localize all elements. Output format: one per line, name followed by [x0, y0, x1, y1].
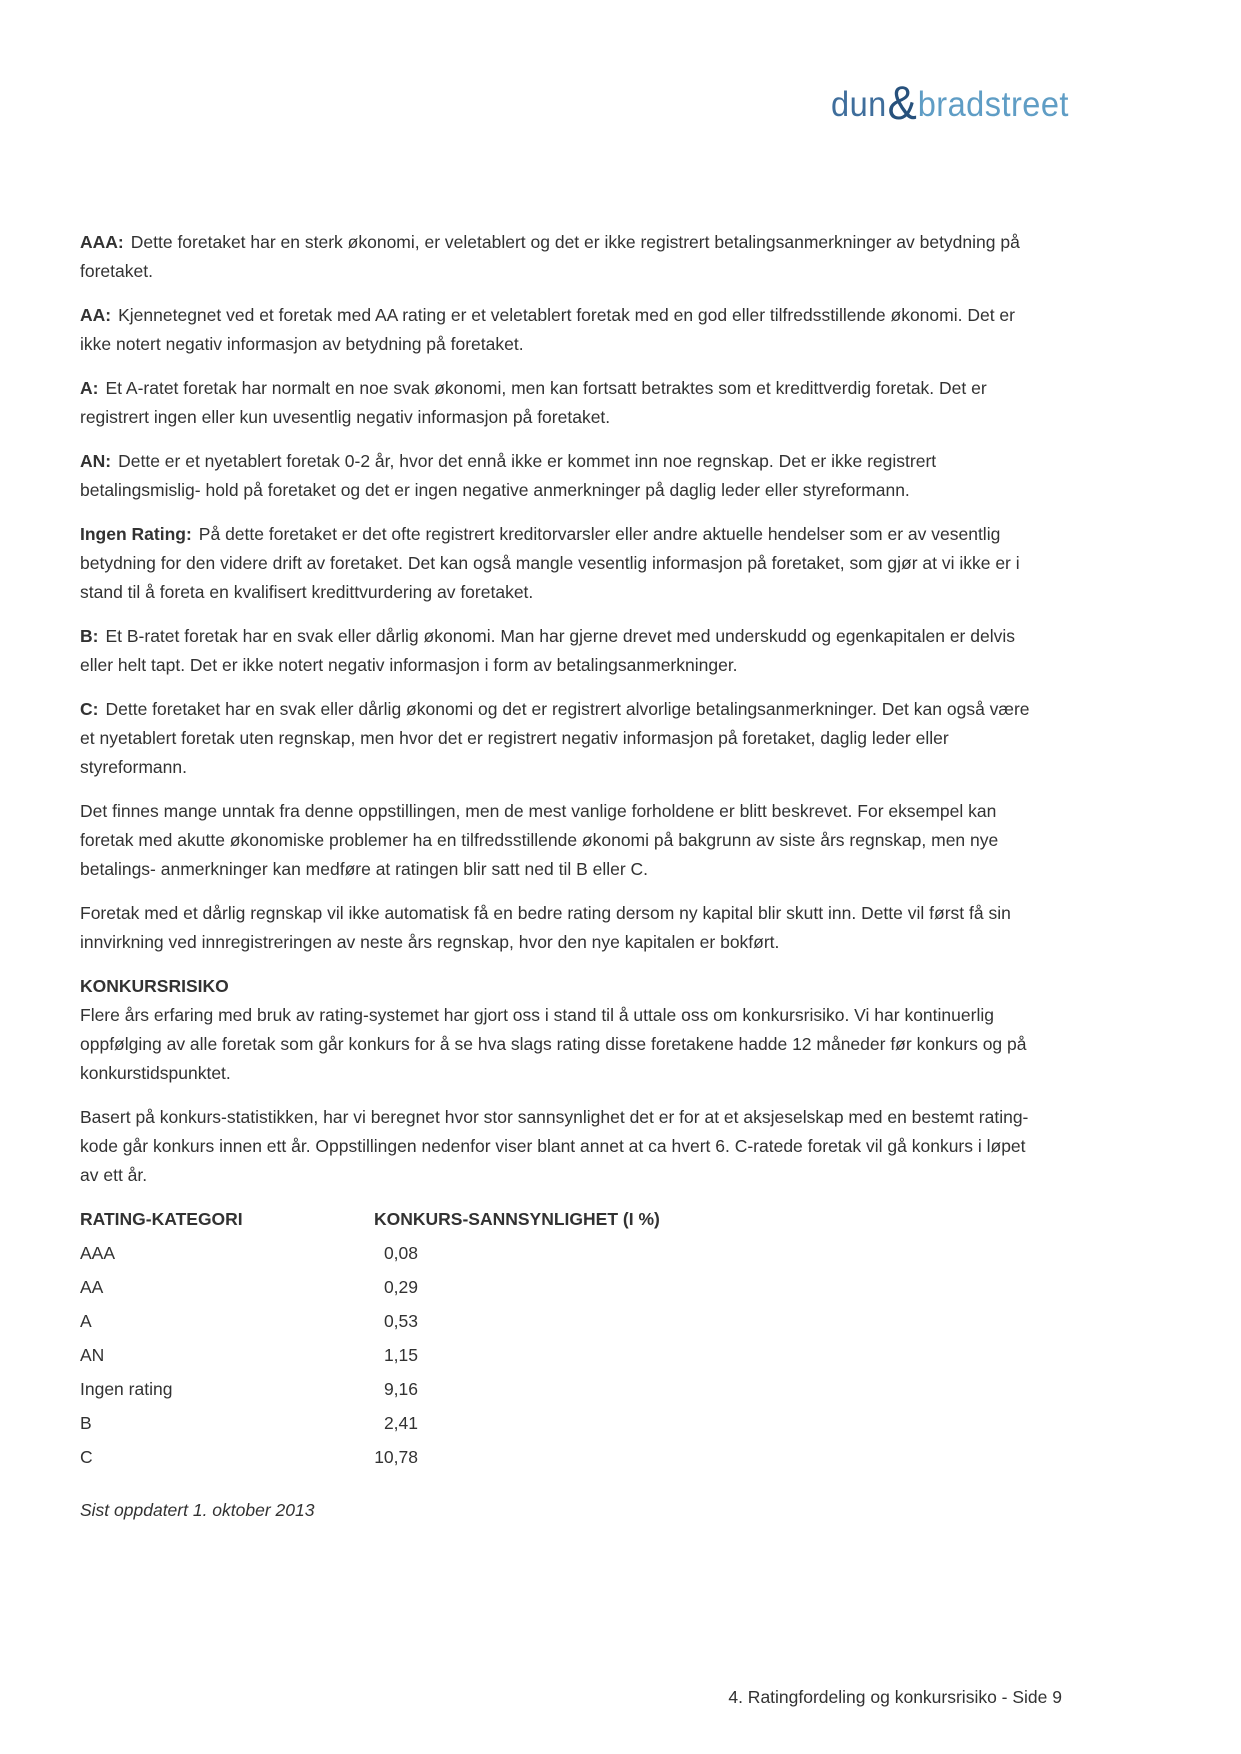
document-body — [80, 228, 1038, 1525]
table-header-rating-category: RATING-KATEGORI — [80, 1209, 243, 1229]
paragraph-konkursrisiko-1: Flere års erfaring med bruk av rating-systemet har gjort oss i stand til å uttale oss om konkursrisiko. Vi har kontinuerlig oppfølging av alle foretak som går konkurs for å se hva slags rating disse foretakene hadde 12 måneder før konkurs og på konkurstidspunktet. — [80, 1005, 1027, 1083]
paragraph-text: Et A-ratet foretak har normalt en noe svak økonomi, men kan fortsatt betraktes som et kredittverdig foretak. Det er registrert ingen eller kun uvesentlig negativ informasjon på foretaket. — [80, 378, 987, 427]
paragraph-text: Det finnes mange unntak fra denne oppstillingen, men de mest vanlige forholdene er blitt beskrevet. For eksempel kan foretak med akutte økonomiske problemer ha en tilfredsstillende økonomi på bakgrunn av siste års regnskap, men nye betalings- anmerkninger kan medføre at ratingen blir satt ned til B eller C. — [80, 801, 999, 879]
paragraph-rating-a — [80, 374, 1038, 432]
table-cell-probability: 10,78 — [374, 1446, 418, 1467]
paragraph-konkursrisiko-2: Basert på konkurs-statistikken, har vi beregnet hvor stor sannsynlighet det er for at et aksjeselskap med en bestemt rating-kode går konkurs innen ett år. Oppstillingen nedenfor viser blant annet at ca hvert 6. C-ratede foretak vil gå konkurs i løpet av ett år. — [80, 1107, 1029, 1185]
paragraph-rating-an — [80, 447, 1038, 505]
paragraph-text: På dette foretaket er det ofte registrert kreditorvarsler eller andre aktuelle hendelser som er av vesentlig betydning for den videre drift av foretaket. Det kan også mangle vesentlig informasjon på foretaket, som gjør at vi ikke er i stand til å foreta en kvalifisert kredittvurdering av foretaket. — [80, 524, 1020, 602]
rating-label: AAA: — [80, 232, 124, 252]
logo-text-dun: dun — [831, 85, 887, 124]
table-row — [80, 1440, 1038, 1474]
paragraph-text: Dette foretaket har en sterk økonomi, er veletablert og det er ikke registrert betalingsanmerkninger av betydning på foretaket. — [80, 232, 1020, 281]
table-cell-category: Ingen rating — [80, 1378, 173, 1399]
rating-label: B: — [80, 626, 99, 646]
table-cell-category: C — [80, 1446, 93, 1467]
paragraph-ingen-rating — [80, 520, 1038, 607]
logo-ampersand-icon: & — [887, 76, 917, 129]
table-cell-category: AN — [80, 1344, 105, 1365]
page-footer: 4. Ratingfordeling og konkursrisiko - Side 9 — [728, 1687, 1062, 1707]
table-cell-probability: 1,15 — [383, 1344, 418, 1365]
table-header-probability: KONKURS-SANNSYNLIGHET (I %) — [374, 1209, 660, 1229]
table-header-row — [80, 1205, 1038, 1236]
bankruptcy-probability-table — [80, 1205, 1038, 1474]
table-cell-probability: 0,53 — [383, 1310, 418, 1331]
table-cell-probability: 9,16 — [383, 1378, 418, 1399]
rating-label: A: — [80, 378, 99, 398]
table-row — [80, 1236, 1038, 1270]
table-cell-category: A — [80, 1310, 92, 1331]
table-cell-probability: 0,29 — [383, 1276, 418, 1297]
rating-label: AA: — [80, 305, 112, 325]
paragraph-rating-aa — [80, 301, 1038, 359]
dun-bradstreet-logo — [831, 72, 1069, 127]
table-cell-probability: 2,41 — [383, 1412, 418, 1433]
table-row — [80, 1304, 1038, 1338]
logo-text-bradstreet: bradstreet — [917, 85, 1069, 124]
paragraph-rating-b — [80, 622, 1038, 680]
paragraph-new-capital — [80, 899, 1038, 957]
paragraph-text: Kjennetegnet ved et foretak med AA rating er et veletablert foretak med en god eller tilfredsstillende økonomi. Det er ikke notert negativ informasjon av betydning på foretaket. — [80, 305, 1015, 354]
rating-label: C: — [80, 699, 99, 719]
paragraph-text: Et B-ratet foretak har en svak eller dårlig økonomi. Man har gjerne drevet med underskudd og egenkapitalen er delvis eller helt tapt. Det er ikke notert negativ informasjon i form av betalingsanmerkninger. — [80, 626, 1015, 675]
table-row — [80, 1338, 1038, 1372]
paragraph-rating-aaa — [80, 228, 1038, 286]
last-updated-note: Sist oppdatert 1. oktober 2013 — [80, 1500, 315, 1520]
paragraph-rating-c — [80, 695, 1038, 782]
section-heading-konkursrisiko: KONKURSRISIKO — [80, 976, 229, 996]
table-row — [80, 1406, 1038, 1440]
table-cell-category: AAA — [80, 1242, 116, 1263]
paragraph-text: Foretak med et dårlig regnskap vil ikke automatisk få en bedre rating dersom ny kapital blir skutt inn. Dette vil først få sin innvirkning ved innregistreringen av neste års regnskap, hvor den nye kapitalen er bokført. — [80, 903, 1011, 952]
table-cell-probability: 0,08 — [383, 1242, 418, 1263]
paragraph-text: Dette er et nyetablert foretak 0-2 år, hvor det ennå ikke er kommet inn noe regnskap. Det er ikke registrert betalingsmislig- hold på foretaket og det er ingen negative anmerkninger på daglig leder eller styreformann. — [80, 451, 937, 500]
paragraph-exceptions — [80, 797, 1038, 884]
rating-label: Ingen Rating: — [80, 524, 192, 544]
table-cell-category: B — [80, 1412, 92, 1433]
table-cell-category: AA — [80, 1276, 104, 1297]
table-row — [80, 1270, 1038, 1304]
rating-label: AN: — [80, 451, 112, 471]
paragraph-text: Dette foretaket har en svak eller dårlig økonomi og det er registrert alvorlige betalingsanmerkninger. Det kan også være et nyetablert foretak uten regnskap, men hvor det er registrert negativ informasjon på foretaket, daglig leder eller styreformann. — [80, 699, 1030, 777]
table-row — [80, 1372, 1038, 1406]
